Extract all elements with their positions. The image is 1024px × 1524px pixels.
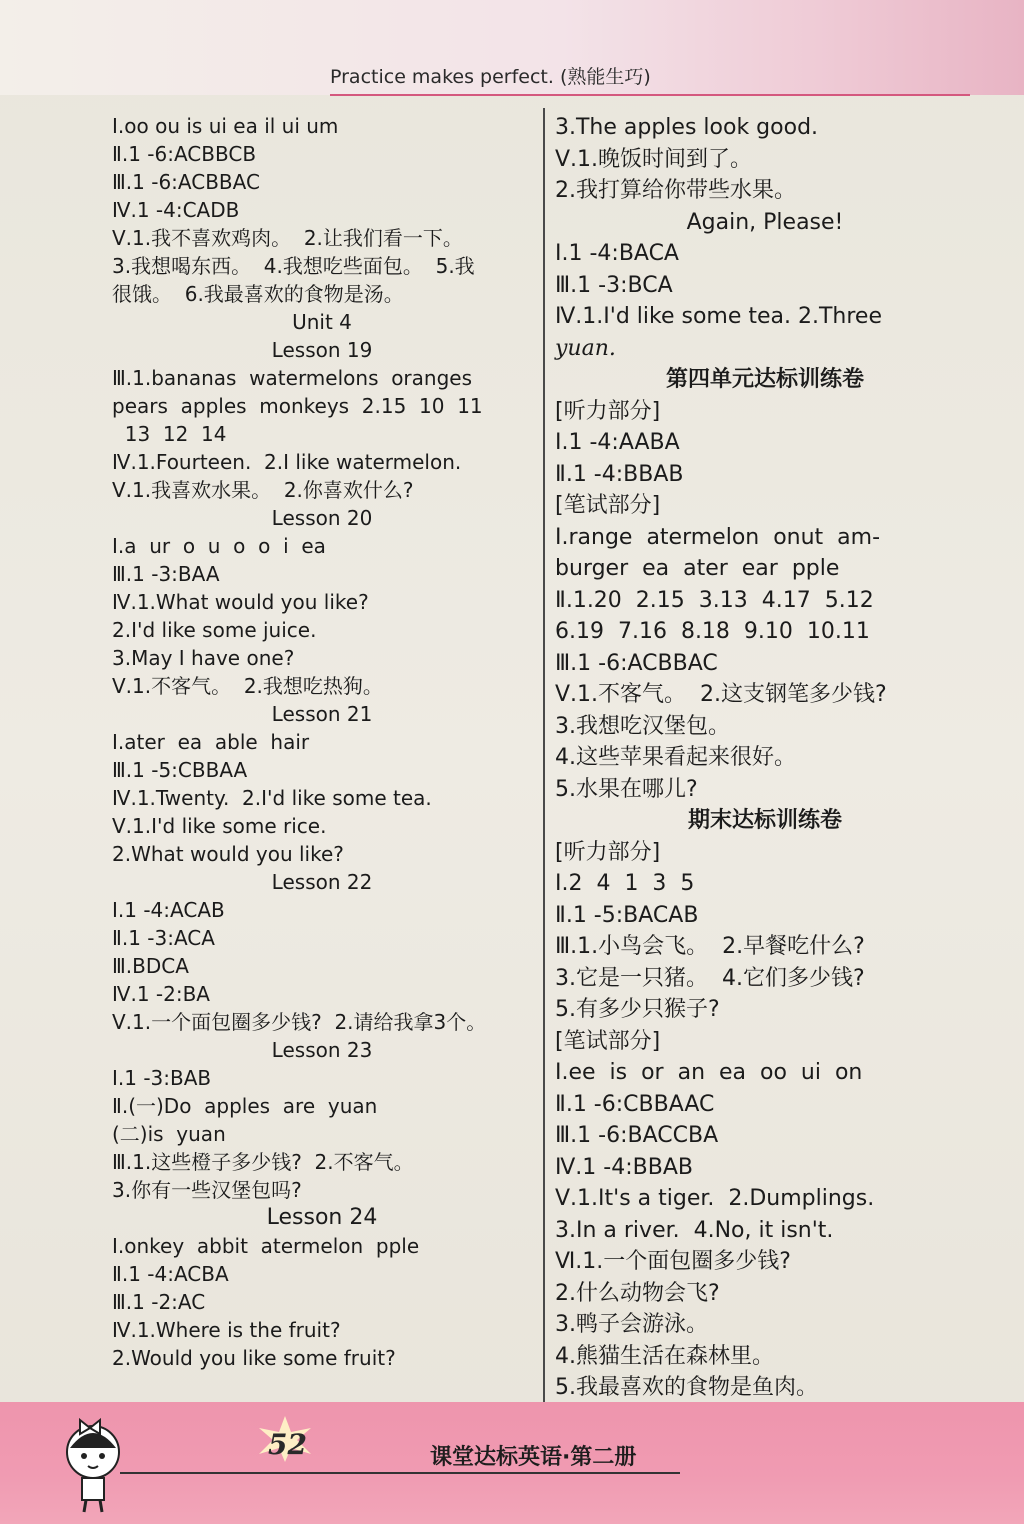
answer-line: Ⅰ.onkey abbit atermelon pple [112,1234,420,1258]
answer-line: Ⅰ.1 -4:BACA [555,241,679,266]
answer-line: Ⅳ.1 -2:BA [112,982,210,1006]
answer-line: Ⅲ.1 -5:CBBAA [112,758,248,782]
answer-line: Ⅲ.1 -6:ACBBAC [112,170,260,194]
answer-line: 2.我打算给你带些水果。 [555,178,796,203]
subsection-label: [听力部分] [555,398,661,424]
answer-line: Ⅱ.1 -6:ACBBCB [112,142,257,166]
answer-line: Ⅳ.1.Where is the fruit? [112,1318,341,1342]
answer-line: Ⅴ.1.我不喜欢鸡肉。 2.让我们看一下。 [112,226,463,250]
answer-line: 3.我想喝东西。 4.我想吃些面包。 5.我 [112,254,475,278]
subsection-label: [笔试部分] [555,1028,661,1054]
answer-line: 13 12 14 [112,422,227,446]
answer-line: Ⅳ.1 -4:CADB [112,198,240,222]
answer-line: 3.它是一只猪。 4.它们多少钱? [555,965,865,991]
answer-line: Ⅱ.1 -3:ACA [112,926,215,950]
answer-line: Ⅲ.1.bananas watermelons oranges [112,366,473,390]
answer-line: 3.你有一些汉堡包吗? [112,1178,302,1202]
answer-line: 3.May I have one? [112,646,295,670]
answer-line: Ⅱ.(一)Do apples are yuan [112,1094,378,1118]
answer-line: 5.水果在哪儿? [555,776,698,802]
answer-line: Ⅲ.1 -6:BACCBA [555,1123,719,1148]
section-heading: 第四单元达标训练卷 [665,367,864,392]
answer-line: (二)is yuan [112,1122,226,1146]
answer-line: Ⅳ.1.What would you like? [112,590,369,614]
answer-line: 3.The apples look good. [555,115,819,140]
answer-line: Ⅲ.BDCA [112,954,189,978]
section-heading: Lesson 22 [271,870,373,894]
section-heading: Unit 4 [292,310,352,334]
book-title: 课堂达标英语·第二册 [430,1445,637,1470]
answer-line: Ⅰ.1 -4:ACAB [112,898,225,922]
footer-rule [120,1472,680,1474]
section-heading: 期末达标训练卷 [687,808,842,833]
answer-line: Ⅲ.1 -2:AC [112,1290,206,1314]
answer-line: yuan. [555,335,616,361]
answer-line: 3.鸭子会游泳。 [555,1312,708,1337]
answer-line: Ⅱ.1.20 2.15 3.13 4.17 5.12 [555,587,874,613]
answer-line: 5.有多少只猴子? [555,997,720,1022]
section-heading: Lesson 23 [271,1038,373,1062]
answer-line: Ⅲ.1 -3:BAA [112,562,220,586]
answer-line: Ⅴ.1.晚饭时间到了。 [555,146,753,172]
answer-line: Ⅲ.1 -6:ACBBAC [555,650,718,676]
answer-line: Ⅱ.1 -5:BACAB [555,902,699,928]
section-heading: Lesson 24 [266,1205,378,1230]
answer-line: Ⅳ.1.I'd like some tea. 2.Three [555,304,883,329]
answer-line: Ⅴ.1.我喜欢水果。 2.你喜欢什么? [112,478,414,502]
page-header: Practice makes perfect. (熟能生巧) [330,66,651,88]
answer-line: Ⅲ.1.这些橙子多少钱? 2.不客气。 [112,1150,414,1174]
answer-line: 很饿。 6.我最喜欢的食物是汤。 [112,282,404,306]
answer-line: pears apples monkeys 2.15 10 11 [112,394,483,418]
answer-line: 3.我想吃汉堡包。 [555,713,730,739]
answer-line: 2.I'd like some juice. [112,618,317,642]
answer-line: 2.What would you like? [112,842,344,866]
answer-line: Ⅴ.1.一个面包圈多少钱? 2.请给我拿3个。 [112,1010,487,1034]
section-heading: Lesson 21 [271,702,373,726]
left-column [112,112,532,1372]
page-number: 52 [268,1428,307,1461]
answer-line: burger ea ater ear pple [555,556,840,581]
answer-line: 4.熊猫生活在森林里。 [555,1343,774,1369]
answer-line: Ⅴ.1.不客气。 2.这支钢笔多少钱? [555,682,887,707]
girl-mascot-icon [58,1410,128,1515]
answer-line: Ⅳ.1.Twenty. 2.I'd like some tea. [112,786,432,810]
answer-line: Ⅱ.1 -6:CBBAAC [555,1091,715,1117]
answer-line: Ⅰ.1 -3:BAB [112,1066,212,1090]
answer-line: Ⅳ.1 -4:BBAB [555,1154,693,1180]
section-heading: Lesson 20 [271,506,373,530]
header-rule [330,94,970,96]
answer-line: 3.In a river. 4.No, it isn't. [555,1217,834,1243]
answer-line: Ⅴ.1.不客气。 2.我想吃热狗。 [112,674,383,698]
section-heading: Lesson 19 [271,338,373,362]
answer-line: Ⅴ.1.It's a tiger. 2.Dumplings. [555,1186,875,1211]
answer-line: 2.什么动物会飞? [555,1280,720,1306]
answer-line: Ⅰ.1 -4:AABA [555,430,680,455]
answer-line: Ⅲ.1.小鸟会飞。 2.早餐吃什么? [555,934,865,959]
answer-line: Ⅴ.1.I'd like some rice. [112,814,327,838]
right-column [555,112,975,1404]
answer-line: 4.这些苹果看起来很好。 [555,745,796,770]
answer-line: Ⅰ.oo ou is ui ea il ui um [112,114,339,138]
answer-line: Ⅰ.a ur o u o o i ea [112,534,326,558]
column-divider [543,108,545,1408]
answer-line: Ⅲ.1 -3:BCA [555,272,673,298]
answer-line: Ⅱ.1 -4:BBAB [555,461,684,487]
answer-line: Ⅰ.range atermelon onut am- [555,524,881,550]
answer-line: Ⅰ.ee is or an ea oo ui on [555,1060,863,1085]
answer-line: 5.我最喜欢的食物是鱼肉。 [555,1375,818,1400]
answer-line: 6.19 7.16 8.18 9.10 10.11 [555,619,870,644]
answer-line: Ⅰ.ater ea able hair [112,730,310,754]
answer-line: Ⅰ.2 4 1 3 5 [555,871,695,896]
answer-line: Ⅵ.1.一个面包圈多少钱? [555,1249,791,1274]
subsection-label: [笔试部分] [555,493,661,518]
answer-line: 2.Would you like some fruit? [112,1346,396,1370]
section-heading: Again, Please! [686,209,844,235]
answer-line: Ⅳ.1.Fourteen. 2.I like watermelon. [112,450,462,474]
subsection-label: [听力部分] [555,839,661,865]
answer-line: Ⅱ.1 -4:ACBA [112,1262,229,1286]
